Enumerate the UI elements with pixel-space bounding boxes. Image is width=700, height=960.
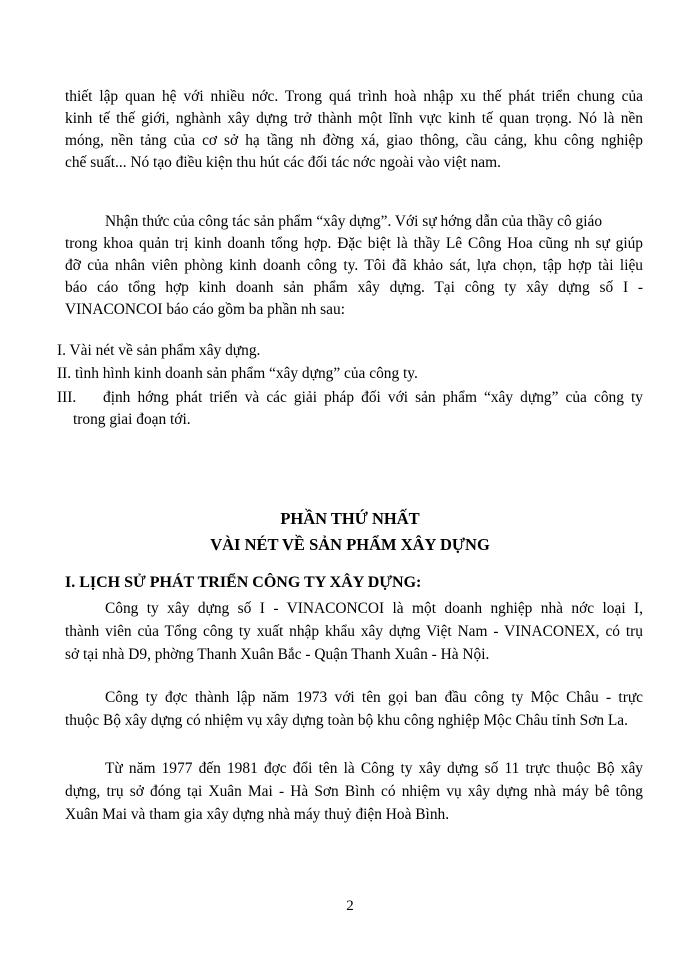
text-line: dựng, trụ sở đóng tại Xuân Mai - Hà Sơn Bình có nhiệm vụ xây dựng nhà máy bê tông [65,783,643,800]
text-line: trong khoa quản trị kinh doanh tổng hợp. Đặc biệt là thầy Lê Công Hoa cũng nh sự giúp [65,235,643,252]
text-line: đỡ của nhân viên phòng kinh doanh công ty. Tôi đã khảo sát, lựa chọn, tập hợp tài liệu [65,257,643,274]
text-line: kinh tế thế giới, nghành xây dựng trở thành một lĩnh vực kinh tế quan trọng. Nó là nền [65,110,643,127]
text-line: thành viên của Tổng công ty xuất nhập khẩu xây dựng Việt Nam - VINACONEX, có trụ [65,623,643,640]
outline-item-3-continuation: trong giai đoạn tới. [73,411,191,428]
outline-item-1: I. Vài nét về sản phẩm xây dựng. [57,342,261,359]
text-line: Công ty xây dựng số I - VINACONCOI là một doanh nghiệp nhà nớc loại I, [105,600,643,617]
text-line: thiết lập quan hệ với nhiều nớc. Trong quá trình hoà nhập xu thế phát triển chung của [65,88,643,105]
text-line: Từ năm 1977 đến 1981 đợc đổi tên là Công ty xây dựng số 11 trực thuộc Bộ xây [105,760,643,777]
text-line: Công ty đợc thành lập năm 1973 với tên gọi ban đầu công ty Mộc Châu - trực [105,689,643,706]
text-line: Nhận thức của công tác sản phẩm “xây dựng”. Với sự hớng dẫn của thầy cô giáo [105,213,603,230]
section-title: I. LỊCH SỬ PHÁT TRIỂN CÔNG TY XÂY DỰNG: [65,574,422,591]
text-line: chế suất... Nó tạo điều kiện thu hút các đối tác nớc ngoài vào việt nam. [65,154,501,171]
outline-item-2: II. tình hình kinh doanh sản phẩm “xây dựng” của công ty. [57,365,418,382]
part-heading: PHẦN THỨ NHẤT [280,509,420,528]
page-number: 2 [346,898,354,914]
outline-item-3: định hớng phát triển và các giải pháp đối với sản phẩm “xây dựng” của công ty [103,389,643,406]
text-line: sở tại nhà D9, phờng Thanh Xuân Bắc - Quận Thanh Xuân - Hà Nội. [65,646,490,663]
part-subheading: VÀI NÉT VỀ SẢN PHẨM XÂY DỰNG [210,535,490,554]
text-line: VINACONCOI báo cáo gồm ba phần nh sau: [65,301,345,318]
outline-item-3-number: III. [57,389,77,406]
text-line: Xuân Mai và tham gia xây dựng nhà máy thuỷ điện Hoà Bình. [65,806,450,823]
text-line: móng, nền tảng của cơ sở hạ tầng nh đờng xá, giao thông, cầu cảng, khu công nghiệp [65,132,643,149]
text-line: thuộc Bộ xây dựng có nhiệm vụ xây dựng toàn bộ khu công nghiệp Mộc Châu tỉnh Sơn La. [65,712,628,729]
text-line: báo cáo tổng hợp kinh doanh sản phẩm xây dựng. Tại công ty xây dựng số I - [65,279,643,296]
